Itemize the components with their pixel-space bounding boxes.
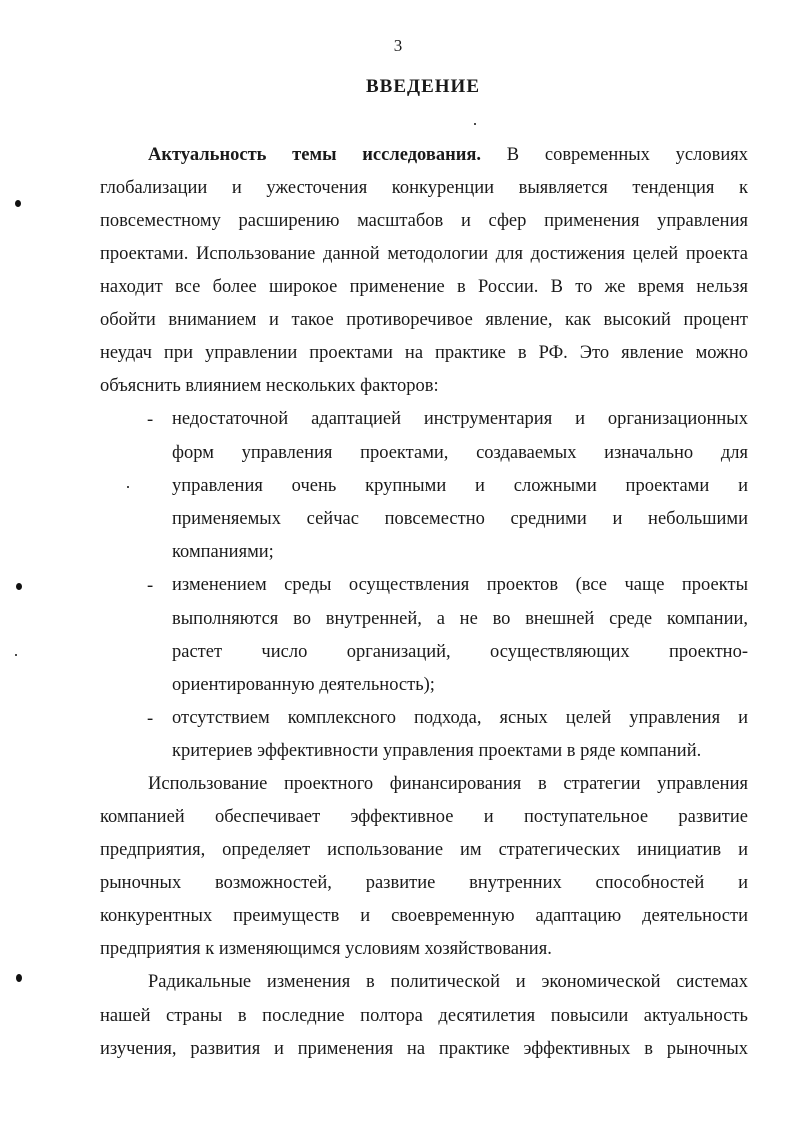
intro-line-6: обойти вниманием и такое противоречивое явление, как высокий процент xyxy=(100,310,748,330)
para2-line-2: компанией обеспечивает эффективное и поступательное развитие xyxy=(100,807,748,827)
intro-line-5: находит все более широкое применение в России. В то же время нельзя xyxy=(100,277,748,297)
scan-speck xyxy=(16,974,22,982)
para3-line-1: Радикальные изменения в политической и экономической системах xyxy=(148,972,748,992)
intro-word-5: современных xyxy=(544,145,650,165)
intro-lead-word-1: Актуальность xyxy=(148,145,267,165)
para2-line-6: предприятия к изменяющимся условиям хозяйствования. xyxy=(100,939,552,959)
list-item-2-line-3: растет число организаций, осуществляющих проектно- xyxy=(172,642,748,662)
page-number: 3 xyxy=(393,36,403,55)
scan-speck xyxy=(474,123,476,125)
list-item-3-line-1: отсутствием комплексного подхода, ясных целей управления и xyxy=(172,708,748,728)
para2-line-3: предприятия, определяет использование им стратегических инициатив и xyxy=(100,840,748,860)
list-dash-1: - xyxy=(147,410,154,430)
scan-speck xyxy=(15,200,21,207)
list-item-1-line-2: форм управления проектами, создаваемых изначально для xyxy=(172,443,748,463)
intro-lead-word-2: темы xyxy=(292,145,337,165)
list-item-2-line-4: ориентированную деятельность); xyxy=(172,675,435,695)
list-dash-3: - xyxy=(147,709,154,729)
list-item-1-line-4: применяемых сейчас повсеместно средними и небольшими xyxy=(172,509,748,529)
intro-line-7: неудач при управлении проектами на практике в РФ. Это явление можно xyxy=(100,343,748,363)
list-item-3-line-2: критериев эффективности управления проектами в ряде компаний. xyxy=(172,741,702,761)
intro-word-6: условиях xyxy=(675,145,748,165)
list-dash-2: - xyxy=(147,576,154,596)
intro-word-4: В xyxy=(506,145,520,165)
intro-line-8: объяснить влиянием нескольких факторов: xyxy=(100,376,439,396)
list-item-2-line-2: выполняются во внутренней, а не во внешней среде компании, xyxy=(172,609,748,629)
list-item-1-line-3: управления очень крупными и сложными проектами и xyxy=(172,476,748,496)
intro-line-4: проектами. Использование данной методологии для достижения целей проекта xyxy=(100,244,748,264)
para2-line-1: Использование проектного финансирования в стратегии управления xyxy=(148,774,748,794)
scan-speck xyxy=(127,486,129,488)
list-item-1-line-5: компаниями; xyxy=(172,542,274,562)
para2-line-4: рыночных возможностей, развитие внутренних способностей и xyxy=(100,873,748,893)
intro-line-2: глобализации и ужесточения конкуренции выявляется тенденция к xyxy=(100,178,748,198)
intro-line-1 xyxy=(148,144,748,166)
para3-line-3: изучения, развития и применения на практике эффективных в рыночных xyxy=(100,1039,748,1059)
list-item-1-line-1: недостаточной адаптацией инструментария и организационных xyxy=(172,409,748,429)
para2-line-5: конкурентных преимуществ и своевременную адаптацию деятельности xyxy=(100,906,748,926)
page-title: ВВЕДЕНИЕ xyxy=(366,76,480,97)
intro-lead-word-3: исследования. xyxy=(362,145,482,165)
list-item-2-line-1: изменением среды осуществления проектов (все чаще проекты xyxy=(172,575,748,595)
scan-speck xyxy=(16,583,22,590)
para3-line-2: нашей страны в последние полтора десятилетия повысили актуальность xyxy=(100,1006,748,1026)
scan-speck xyxy=(15,654,17,656)
intro-line-3: повсеместному расширению масштабов и сфер применения управления xyxy=(100,211,748,231)
